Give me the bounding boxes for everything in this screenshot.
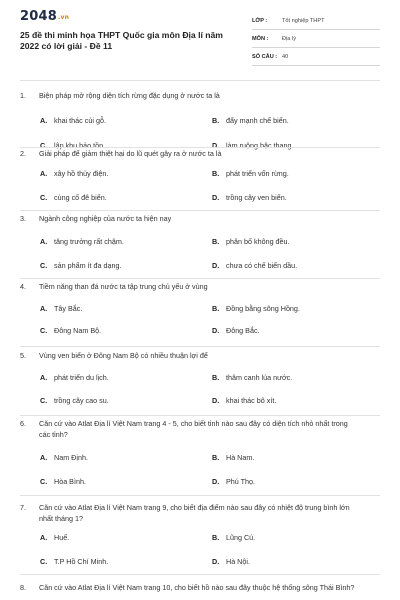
option-c[interactable] xyxy=(40,396,109,405)
question-text: Tiềm năng than đá nước ta tập trung chủ yếu ở vùng xyxy=(39,282,208,291)
option-letter: C. xyxy=(40,141,48,150)
divider xyxy=(20,346,380,347)
option-d[interactable] xyxy=(212,557,250,566)
option-a[interactable] xyxy=(40,373,109,382)
option-letter: D. xyxy=(212,557,220,566)
meta-row-class xyxy=(252,12,380,30)
option-a[interactable] xyxy=(40,237,124,246)
option-text: phát triển du lịch. xyxy=(54,373,109,382)
option-text: khai thác bô xít. xyxy=(226,396,277,405)
option-c[interactable] xyxy=(40,477,86,486)
question-stem xyxy=(20,502,380,524)
divider xyxy=(20,210,380,211)
question-number: 5. xyxy=(20,351,26,360)
option-letter: C. xyxy=(40,396,48,405)
option-letter: C. xyxy=(40,193,48,202)
option-text: trồng cây cao su. xyxy=(54,396,109,405)
document-title: 25 đề thi minh họa THPT Quốc gia môn Địa lí năm 2022 có lời giải - Đề 11 xyxy=(20,30,223,51)
option-a[interactable] xyxy=(40,533,69,542)
option-b[interactable] xyxy=(212,169,289,178)
option-text: Hà Nội. xyxy=(226,557,250,566)
option-c[interactable] xyxy=(40,326,101,335)
divider xyxy=(20,574,380,575)
question-number: 2. xyxy=(20,149,26,158)
option-text: Nam Định. xyxy=(54,453,88,462)
question-text: Ngành công nghiệp của nước ta hiện nay xyxy=(39,214,172,223)
option-text: Lũng Cú. xyxy=(226,533,256,542)
option-text: làm ruộng bậc thang. xyxy=(226,141,294,150)
question-stem xyxy=(20,90,380,101)
option-c[interactable] xyxy=(40,261,122,270)
option-text: phát triển vốn rừng. xyxy=(226,169,289,178)
option-d[interactable] xyxy=(212,326,260,335)
question-number: 8. xyxy=(20,583,26,592)
option-letter: A. xyxy=(40,373,48,382)
option-text: Phú Thọ. xyxy=(226,477,256,486)
option-text: Đồng bằng sông Hồng. xyxy=(226,304,300,313)
question-text: Giải pháp để giảm thiệt hại do lũ quét gây ra ở nước ta là xyxy=(39,149,222,158)
option-letter: B. xyxy=(212,533,220,542)
option-letter: A. xyxy=(40,304,48,313)
option-letter: A. xyxy=(40,237,48,246)
meta-label: MÔN : xyxy=(252,35,269,42)
logo-suffix: .vn xyxy=(57,14,70,21)
option-letter: B. xyxy=(212,453,220,462)
option-text: Tây Bắc. xyxy=(54,304,83,313)
option-text: củng cố đê biển. xyxy=(54,193,107,202)
meta-label: LỚP : xyxy=(252,17,268,24)
option-letter: A. xyxy=(40,169,48,178)
option-c[interactable] xyxy=(40,557,108,566)
divider xyxy=(20,80,380,81)
meta-value: Tốt nghiệp THPT xyxy=(282,17,325,24)
option-letter: D. xyxy=(212,193,220,202)
option-text: thâm canh lúa nước. xyxy=(226,373,293,382)
question-text: Căn cứ vào Atlat Địa lí Việt Nam trang 10, cho biết hồ nào sau đây thuộc hệ thống sông Thái Bình? xyxy=(39,583,355,592)
option-a[interactable] xyxy=(40,116,106,125)
option-text: đẩy mạnh chế biến. xyxy=(226,116,289,125)
option-d[interactable] xyxy=(212,396,276,405)
option-text: lập khu bảo tồn. xyxy=(54,141,106,150)
document-header xyxy=(0,0,400,70)
meta-value: Địa lý xyxy=(282,35,296,42)
option-letter: B. xyxy=(212,304,220,313)
divider xyxy=(20,415,380,416)
question-stem xyxy=(20,148,380,159)
option-text: Đông Bắc. xyxy=(226,326,260,335)
question-number: 7. xyxy=(20,503,26,512)
option-letter: B. xyxy=(212,116,220,125)
option-letter: D. xyxy=(212,141,220,150)
option-letter: B. xyxy=(212,373,220,382)
option-d[interactable] xyxy=(212,193,287,202)
option-a[interactable] xyxy=(40,453,88,462)
option-b[interactable] xyxy=(212,453,254,462)
question-stem xyxy=(20,213,380,224)
question-text: Căn cứ vào Atlat Địa lí Việt Nam trang 4 - 5, cho biết tỉnh nào sau đây có diện tích nhỏ nhất trong các tỉnh? xyxy=(39,419,348,439)
question-number: 1. xyxy=(20,91,26,100)
meta-value: 40 xyxy=(282,53,289,60)
option-letter: A. xyxy=(40,116,48,125)
divider xyxy=(20,495,380,496)
option-letter: B. xyxy=(212,237,220,246)
option-letter: A. xyxy=(40,453,48,462)
option-text: T.P Hồ Chí Minh. xyxy=(54,557,109,566)
meta-row-count xyxy=(252,48,380,66)
option-d[interactable] xyxy=(212,261,297,270)
option-c[interactable] xyxy=(40,193,107,202)
question-stem xyxy=(20,281,380,292)
option-text: Hòa Bình. xyxy=(54,477,86,486)
question-stem xyxy=(20,582,380,593)
option-letter: B. xyxy=(212,169,220,178)
option-letter: A. xyxy=(40,533,48,542)
option-text: khai thác củi gỗ. xyxy=(54,116,106,125)
meta-row-subject xyxy=(252,30,380,48)
option-letter: C. xyxy=(40,261,48,270)
option-letter: D. xyxy=(212,477,220,486)
option-text: chưa có chế biến dầu. xyxy=(226,261,298,270)
option-text: Hà Nam. xyxy=(226,453,255,462)
option-b[interactable] xyxy=(212,304,300,313)
option-letter: D. xyxy=(212,396,220,405)
option-text: sản phẩm ít đa dạng. xyxy=(54,261,122,270)
question-number: 4. xyxy=(20,282,26,291)
option-b[interactable] xyxy=(212,237,290,246)
option-a[interactable] xyxy=(40,304,82,313)
document-meta-table xyxy=(252,12,380,66)
option-text: tăng trưởng rất chậm. xyxy=(54,237,124,246)
question-text: Căn cứ vào Atlat Địa lí Việt Nam trang 9, cho biết địa điểm nào sau đây có nhiệt độ trung bình lớn nhất tháng 1? xyxy=(39,503,350,523)
divider xyxy=(20,278,380,279)
option-b[interactable] xyxy=(212,116,289,125)
option-letter: C. xyxy=(40,326,48,335)
question-stem xyxy=(20,418,380,440)
option-text: Đông Nam Bộ. xyxy=(54,326,102,335)
option-b[interactable] xyxy=(212,373,292,382)
option-d[interactable] xyxy=(212,477,255,486)
option-text: xây hồ thủy điện. xyxy=(54,169,109,178)
option-letter: D. xyxy=(212,326,220,335)
option-letter: C. xyxy=(40,477,48,486)
question-number: 6. xyxy=(20,419,26,428)
option-b[interactable] xyxy=(212,533,255,542)
option-text: trồng cây ven biển. xyxy=(226,193,287,202)
option-a[interactable] xyxy=(40,169,108,178)
meta-label: SỐ CÂU : xyxy=(252,53,278,60)
option-letter: D. xyxy=(212,261,220,270)
question-number: 3. xyxy=(20,214,26,223)
option-letter: C. xyxy=(40,557,48,566)
logo-text: 2048 xyxy=(20,9,57,24)
question-stem xyxy=(20,350,380,361)
site-logo[interactable] xyxy=(20,9,69,24)
option-text: phân bố không đều. xyxy=(226,237,290,246)
question-text: Vùng ven biển ở Đông Nam Bộ có nhiều thuận lợi để xyxy=(39,351,208,360)
question-text: Biện pháp mở rộng diện tích rừng đặc dụng ở nước ta là xyxy=(39,91,220,100)
option-text: Huế. xyxy=(54,533,70,542)
